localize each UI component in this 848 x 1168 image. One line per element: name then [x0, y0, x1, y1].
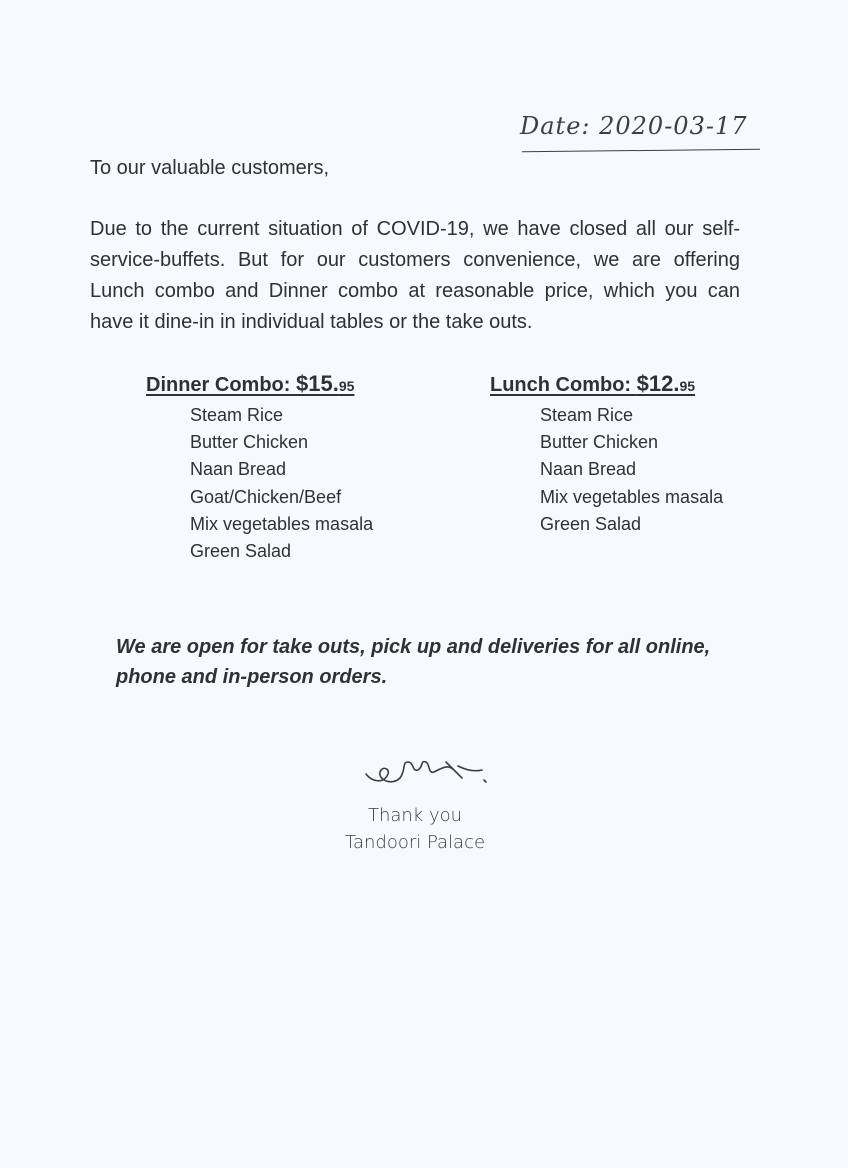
lunch-combo	[490, 370, 723, 538]
intro-paragraph: Due to the current situation of COVID-19, we have closed all our self-service-buffets. But for our customers convenience, we are offering Lunch combo and Dinner combo at reasonable price, which you can have it dine-in in individual tables or the take outs.	[90, 218, 740, 333]
closing	[300, 802, 530, 856]
lunch-combo-title	[490, 370, 723, 402]
dinner-combo-label: Dinner Combo:	[146, 374, 296, 396]
dinner-combo-price-cents: 95	[338, 378, 355, 394]
handwritten-date	[520, 112, 760, 140]
date-underline	[522, 149, 760, 152]
date-text: Date: 2020-03-17	[520, 112, 748, 140]
dinner-combo-title	[146, 370, 373, 402]
lunch-combo-items	[540, 402, 723, 538]
list-item: Green Salad	[540, 513, 642, 534]
list-item: Mix vegetables masala	[190, 513, 374, 534]
list-item: Steam Rice	[190, 405, 284, 425]
lunch-combo-label: Lunch Combo:	[490, 374, 637, 396]
dinner-combo-price: $15.	[296, 371, 339, 396]
list-item: Butter Chicken	[190, 432, 309, 453]
lunch-combo-price-cents: 95	[679, 378, 696, 394]
open-notice: We are open for take outs, pick up and deliveries for all online, phone and in-person orders.	[116, 636, 711, 688]
list-item: Naan Bread	[190, 459, 287, 480]
list-item: Mix vegetables masala	[540, 486, 724, 507]
list-item: Steam Rice	[540, 405, 634, 425]
list-item: Green Salad	[190, 541, 292, 562]
list-item: Butter Chicken	[540, 432, 659, 453]
restaurant-name: Tandoori Palace	[344, 832, 486, 853]
list-item: Goat/Chicken/Beef	[190, 486, 342, 507]
signature-icon	[362, 752, 492, 796]
dinner-combo	[146, 370, 373, 565]
dinner-combo-items	[190, 402, 373, 565]
list-item: Naan Bread	[540, 459, 637, 480]
lunch-combo-price: $12.	[636, 371, 680, 396]
thank-you-text: Thank you	[367, 805, 463, 826]
greeting: To our valuable customers,	[90, 157, 330, 179]
